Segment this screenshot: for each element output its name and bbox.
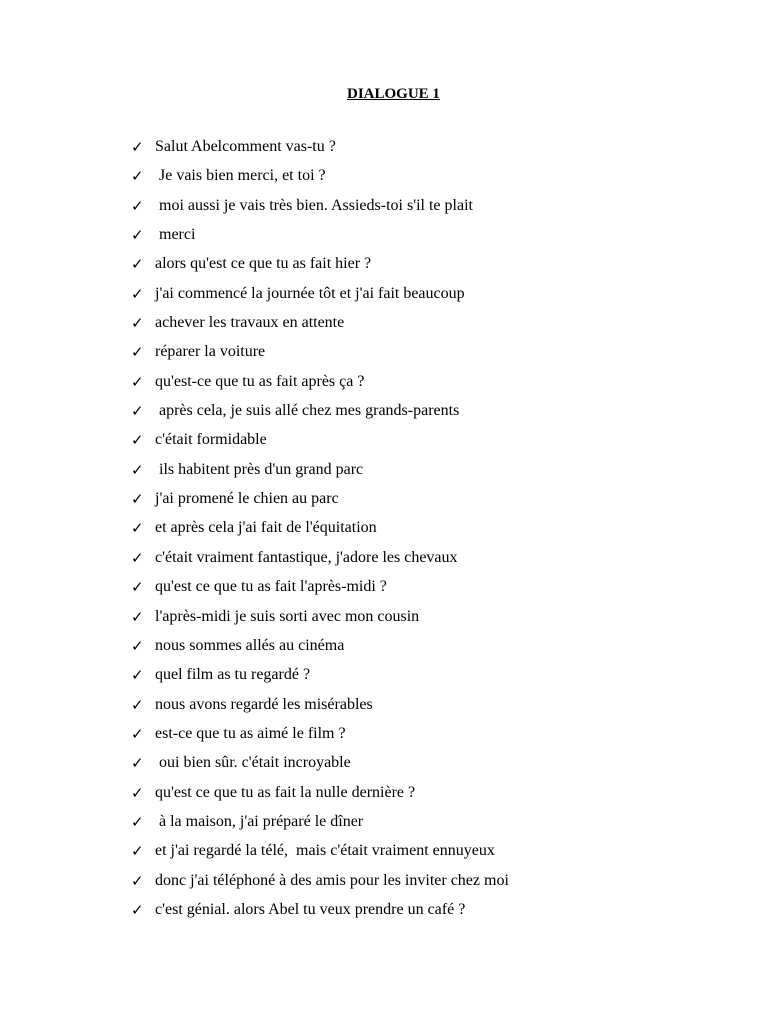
dialogue-line bbox=[131, 723, 731, 752]
checkmark-icon: ✓ bbox=[131, 343, 144, 362]
dialogue-line bbox=[131, 840, 731, 869]
dialogue-line-text: est-ce que tu as aimé le film ? bbox=[155, 724, 346, 742]
checkmark-icon: ✓ bbox=[131, 519, 144, 538]
checkmark-icon: ✓ bbox=[131, 490, 144, 509]
checkmark-icon: ✓ bbox=[131, 372, 144, 391]
dialogue-line-text: donc j'ai téléphoné à des amis pour les inviter chez moi bbox=[155, 871, 509, 889]
checkmark-icon: ✓ bbox=[131, 871, 144, 890]
dialogue-line bbox=[131, 341, 731, 370]
dialogue-line-text: à la maison, j'ai préparé le dîner bbox=[155, 812, 364, 830]
dialogue-line bbox=[131, 429, 731, 458]
dialogue-line-text: réparer la voiture bbox=[155, 343, 266, 361]
dialogue-line-text: Je vais bien merci, et toi ? bbox=[155, 167, 326, 185]
dialogue-line bbox=[131, 576, 731, 605]
dialogue-line bbox=[131, 635, 731, 664]
checkmark-icon: ✓ bbox=[131, 900, 144, 919]
dialogue-line bbox=[131, 517, 731, 546]
dialogue-line-text: ils habitent près d'un grand parc bbox=[155, 460, 364, 478]
dialogue-line-text: après cela, je suis allé chez mes grands-parents bbox=[155, 402, 460, 420]
dialogue-line bbox=[131, 870, 731, 899]
checkmark-icon: ✓ bbox=[131, 607, 144, 626]
checkmark-icon: ✓ bbox=[131, 724, 144, 743]
checkmark-icon: ✓ bbox=[131, 754, 144, 773]
document-title: DIALOGUE 1 bbox=[347, 86, 440, 102]
dialogue-line-text: c'était formidable bbox=[155, 431, 267, 449]
dialogue-line-text: nous avons regardé les misérables bbox=[155, 695, 373, 713]
dialogue-line-text: nous sommes allés au cinéma bbox=[155, 636, 345, 654]
checkmark-icon: ✓ bbox=[131, 167, 144, 186]
checkmark-icon: ✓ bbox=[131, 196, 144, 215]
dialogue-line bbox=[131, 136, 731, 165]
dialogue-line bbox=[131, 224, 731, 253]
dialogue-line bbox=[131, 664, 731, 693]
dialogue-line bbox=[131, 782, 731, 811]
dialogue-line bbox=[131, 165, 731, 194]
dialogue-line-text: j'ai promené le chien au parc bbox=[155, 490, 339, 508]
dialogue-line bbox=[131, 400, 731, 429]
dialogue-line-text: c'est génial. alors Abel tu veux prendre un café ? bbox=[155, 900, 466, 918]
dialogue-line bbox=[131, 459, 731, 488]
checkmark-icon: ✓ bbox=[131, 431, 144, 450]
dialogue-line-text: moi aussi je vais très bien. Assieds-toi s'il te plait bbox=[155, 196, 473, 214]
dialogue-line bbox=[131, 811, 731, 840]
dialogue-line bbox=[131, 195, 731, 224]
dialogue-line bbox=[131, 694, 731, 723]
checkmark-icon: ✓ bbox=[131, 284, 144, 303]
dialogue-line bbox=[131, 899, 731, 928]
checkmark-icon: ✓ bbox=[131, 460, 144, 479]
dialogue-line-text: quel film as tu regardé ? bbox=[155, 666, 311, 684]
checkmark-icon: ✓ bbox=[131, 402, 144, 421]
dialogue-line bbox=[131, 253, 731, 282]
dialogue-line-text: achever les travaux en attente bbox=[155, 314, 345, 332]
dialogue-line-text: Salut Abelcomment vas-tu ? bbox=[155, 138, 336, 155]
dialogue-line-text: oui bien sûr. c'était incroyable bbox=[155, 754, 351, 772]
dialogue-line-text: et après cela j'ai fait de l'équitation bbox=[155, 519, 377, 537]
checkmark-icon: ✓ bbox=[131, 314, 144, 333]
dialogue-line bbox=[131, 312, 731, 341]
checkmark-icon: ✓ bbox=[131, 695, 144, 714]
dialogue-line bbox=[131, 283, 731, 312]
checkmark-icon: ✓ bbox=[131, 636, 144, 655]
dialogue-line bbox=[131, 752, 731, 781]
dialogue-line bbox=[131, 547, 731, 576]
dialogue-line-text: qu'est ce que tu as fait la nulle dernière ? bbox=[155, 783, 416, 801]
dialogue-line bbox=[131, 488, 731, 517]
checkmark-icon: ✓ bbox=[131, 666, 144, 685]
checkmark-icon: ✓ bbox=[131, 578, 144, 597]
checkmark-icon: ✓ bbox=[131, 138, 144, 156]
dialogue-line-text: alors qu'est ce que tu as fait hier ? bbox=[155, 255, 372, 273]
dialogue-line bbox=[131, 606, 731, 635]
checkmark-icon: ✓ bbox=[131, 842, 144, 861]
dialogue-line-text: merci bbox=[155, 226, 196, 244]
dialogue-line-text: qu'est-ce que tu as fait après ça ? bbox=[155, 372, 365, 390]
checkmark-icon: ✓ bbox=[131, 812, 144, 831]
dialogue-line-text: et j'ai regardé la télé, mais c'était vraiment ennuyeux bbox=[155, 842, 495, 860]
checkmark-icon: ✓ bbox=[131, 226, 144, 245]
checkmark-icon: ✓ bbox=[131, 255, 144, 274]
dialogue-line-text: j'ai commencé la journée tôt et j'ai fait beaucoup bbox=[155, 284, 465, 302]
checkmark-icon: ✓ bbox=[131, 783, 144, 802]
dialogue-list bbox=[131, 136, 731, 928]
dialogue-line bbox=[131, 371, 731, 400]
dialogue-line-text: qu'est ce que tu as fait l'après-midi ? bbox=[155, 578, 387, 596]
dialogue-line-text: l'après-midi je suis sorti avec mon cousin bbox=[155, 607, 420, 625]
checkmark-icon: ✓ bbox=[131, 548, 144, 567]
dialogue-line-text: c'était vraiment fantastique, j'adore les chevaux bbox=[155, 548, 458, 566]
